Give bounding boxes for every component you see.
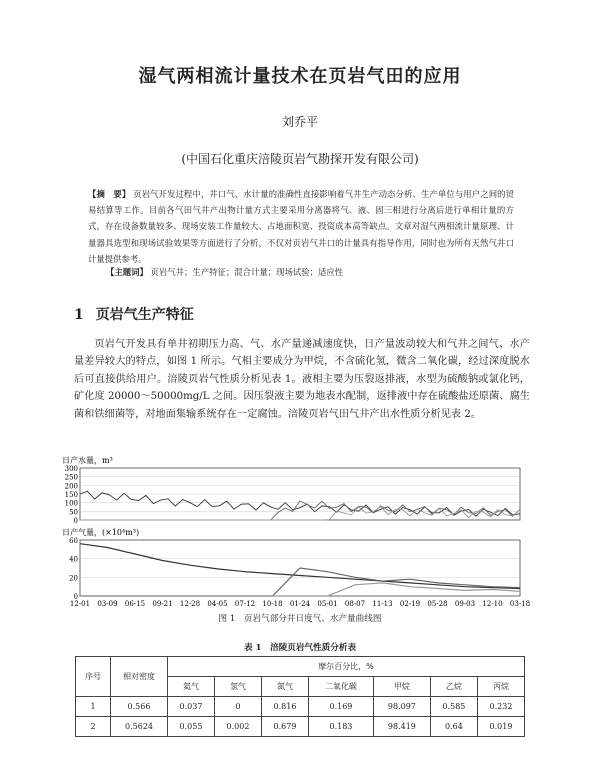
th-seq: 序号 — [76, 657, 111, 697]
water-ytick-label: 50 — [69, 508, 78, 517]
x-tick-label: 12-01 — [69, 600, 91, 608]
figure-1 — [60, 454, 540, 610]
section-number: 1 — [74, 307, 84, 323]
water-ytick-group — [65, 465, 78, 525]
gas-ytick-label: 40 — [69, 555, 78, 564]
water-ytick-label: 100 — [64, 499, 78, 508]
th-col: 乙烷 — [430, 677, 477, 697]
th-col: 丙烷 — [477, 677, 524, 697]
affiliation: (中国石化重庆涪陵页岩气勘探开发有限公司) — [181, 152, 419, 166]
cell: 0.002 — [215, 717, 262, 737]
x-tick-label: 09-03 — [454, 600, 476, 608]
water-ytick-label: 150 — [64, 491, 78, 499]
author: 刘乔平 — [281, 115, 318, 129]
gas-ytick-label: 20 — [69, 574, 78, 583]
x-tick-label: 12-10 — [482, 600, 503, 608]
x-tick-label: 10-18 — [262, 600, 283, 608]
th-density: 相对密度 — [111, 657, 168, 697]
x-tick-label: 06-15 — [124, 600, 146, 608]
section-title: 页岩气生产特征 — [95, 307, 194, 323]
x-tick-label: 12-28 — [179, 600, 201, 608]
cell: 0 — [215, 697, 262, 717]
cell: 0.679 — [262, 717, 309, 737]
table-row — [76, 717, 525, 737]
cell: 2 — [76, 717, 111, 737]
cell: 0.5624 — [111, 717, 168, 737]
x-tick-label: 03-09 — [97, 600, 118, 608]
x-tick-label: 07-12 — [234, 600, 256, 608]
x-tick-label: 02-19 — [399, 600, 421, 608]
water-ylabel: 日产水量，m³ — [62, 456, 113, 465]
cell: 98.419 — [373, 717, 430, 737]
cell: 0.232 — [477, 697, 524, 717]
water-ytick-label: 200 — [64, 482, 78, 491]
x-tick-label: 09-21 — [152, 600, 173, 608]
paper-title: 湿气两相流计量技术在页岩气田的应用 — [138, 66, 462, 87]
abstract-text: 页岩气开发过程中，井口气、水计量的准确性直接影响着气井生产动态分析、生产单位与用户之间的贸易结算等工作。目前各气田气井产出物计量方式主要采用分离器将气、液、固三相进行分离后进行单相计量的方式，存在设备数量较多、现场安装工作量较大、占地面积宽、投资成本高等缺点。文章对湿气两相流计量原理、计量器具选型和现场试验效果等方面进行了分析，不仅对页岩气井口的计量具有指导作用，同时也为所有天然气井口计量提供参考。 — [88, 189, 515, 264]
x-tick-label: 05-28 — [427, 600, 448, 608]
cell: 1 — [76, 697, 111, 717]
th-col: 氦气 — [168, 677, 215, 697]
cell: 0.816 — [262, 697, 309, 717]
cell: 0.64 — [430, 717, 477, 737]
table-row — [76, 697, 525, 717]
x-tick-label: 08-07 — [344, 600, 366, 608]
cell: 0.183 — [309, 717, 374, 737]
cell: 0.566 — [111, 697, 168, 717]
th-col: 二氧化碳 — [309, 677, 374, 697]
gas-ytick-label: 0 — [73, 593, 78, 601]
abstract-tag: 【摘 要】 — [88, 189, 131, 199]
cell: 0.037 — [168, 697, 215, 717]
th-col: 甲烷 — [373, 677, 430, 697]
x-tick-group — [70, 600, 530, 608]
body-paragraph: 页岩气开发具有单井初期压力高、气、水产量递减速度快，日产量波动较大和气井之间气、水产量差异较大的特点，如图 1 所示。气相主要成分为甲烷，不含硫化氢，微含二氧化碳，经过深度脱水后可直接供给用户。涪陵页岩气性质分析见表 1。液相主要为压裂返排液，水型为硫酸钠或氯化钙，矿化度 20000～50000mg/L 之间。因压裂液主要为地表水配制，返排液中存在硫酸盐还原菌、腐生菌和铁细菌等，对地面集输系统存在一定腐蚀。涪陵页岩气田气井产出水性质分析见表 2。 — [74, 339, 530, 420]
water-ytick-label: 300 — [64, 465, 78, 473]
cell: 98.097 — [373, 697, 430, 717]
section-heading — [74, 304, 194, 324]
x-tick-label: 01-24 — [289, 600, 311, 608]
table-1 — [75, 656, 525, 737]
gas-ylabel: 日产气量，(×10⁴m³) — [62, 528, 140, 537]
keywords-tag: 【主题词】 — [106, 267, 148, 277]
water-ytick-label: 0 — [73, 517, 78, 525]
th-col: 氮气 — [262, 677, 309, 697]
cell: 0.019 — [477, 717, 524, 737]
gas-ytick-group — [69, 537, 78, 601]
abstract — [88, 186, 514, 267]
table-caption: 表 1 涪陵页岩气性质分析表 — [243, 643, 357, 653]
cell: 0.055 — [168, 717, 215, 737]
th-col: 氢气 — [215, 677, 262, 697]
th-mole-group: 摩尔百分比，% — [168, 657, 525, 677]
x-tick-label: 03-18 — [509, 600, 531, 608]
keywords — [106, 266, 516, 278]
cell: 0.585 — [430, 697, 477, 717]
x-tick-label: 11-13 — [372, 600, 393, 608]
water-ytick-label: 250 — [64, 473, 78, 482]
gas-ytick-label: 60 — [69, 537, 78, 545]
x-tick-label: 05-01 — [317, 600, 338, 608]
x-tick-label: 04-05 — [207, 600, 228, 608]
keywords-text: 页岩气井；生产特征；混合计量；现场试验；适应性 — [150, 267, 344, 277]
cell: 0.169 — [309, 697, 374, 717]
figure-caption: 图 1 页岩气部分井日度气、水产量曲线图 — [218, 614, 382, 624]
